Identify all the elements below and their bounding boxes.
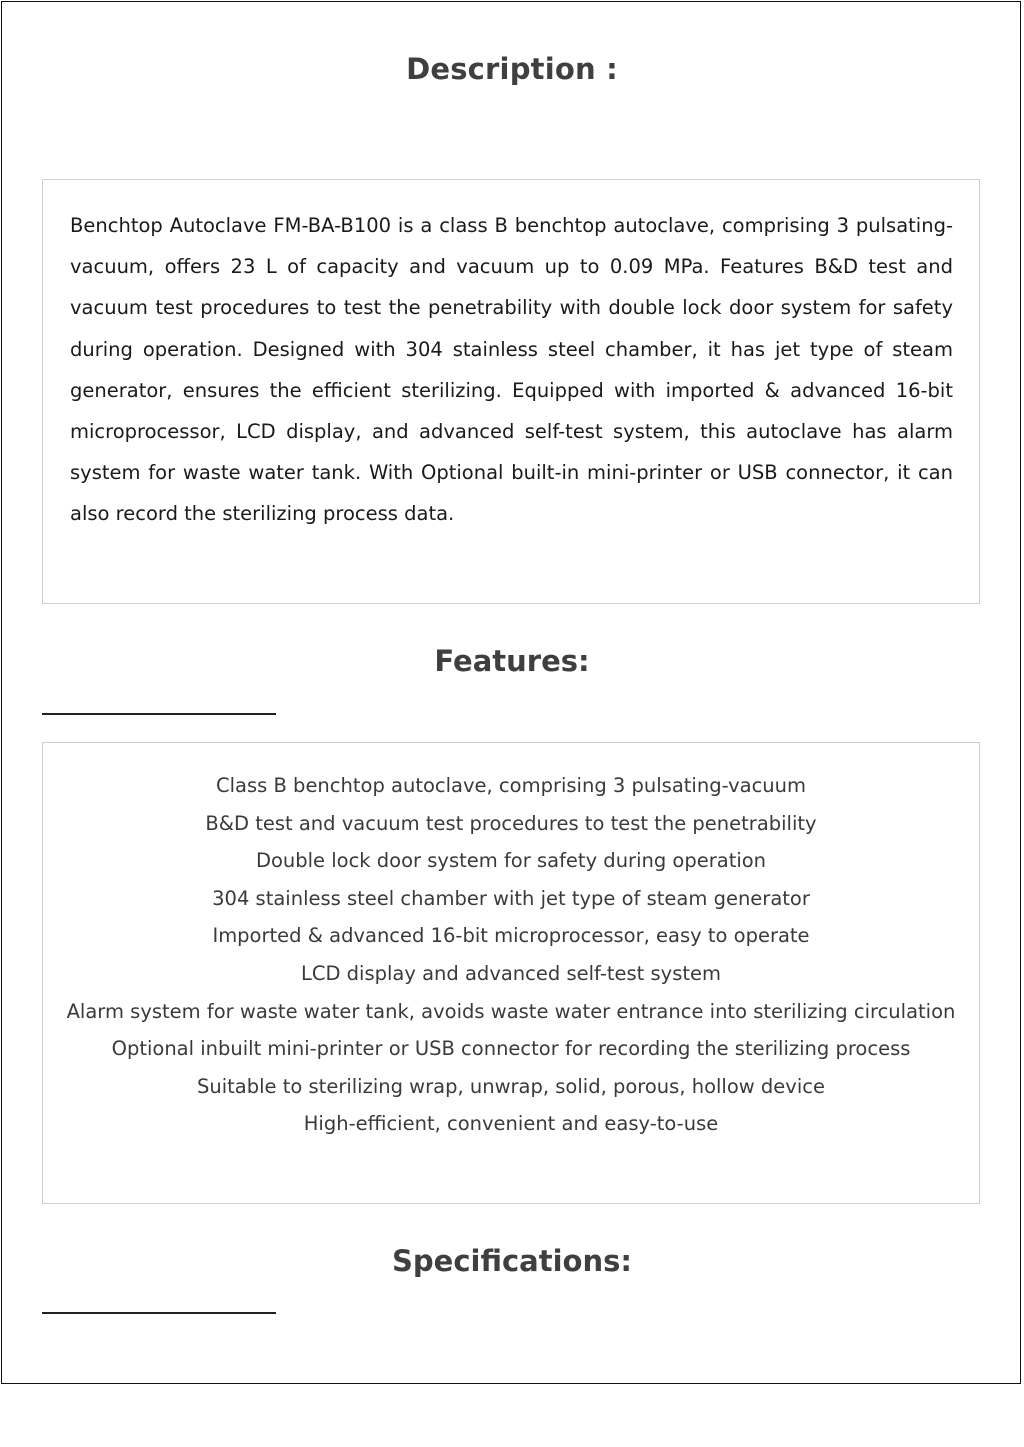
- feature-item: Imported & advanced 16-bit microprocessor, easy to operate: [212, 924, 810, 948]
- feature-item: Alarm system for waste water tank, avoids waste water entrance into sterilizing circulation: [66, 999, 956, 1023]
- feature-item: High-efficient, convenient and easy-to-use: [303, 1112, 719, 1136]
- features-divider: [42, 713, 276, 715]
- description-box: [42, 179, 980, 604]
- feature-item: Optional inbuilt mini-printer or USB connector for recording the sterilizing process: [111, 1037, 911, 1061]
- specifications-heading: Specifications:: [392, 1244, 632, 1278]
- feature-item: Double lock door system for safety during operation: [255, 849, 767, 873]
- feature-item: B&D test and vacuum test procedures to test the penetrability: [205, 811, 817, 835]
- feature-item: 304 stainless steel chamber with jet type of steam generator: [212, 886, 810, 910]
- features-heading: Features:: [434, 644, 590, 678]
- feature-item: Suitable to sterilizing wrap, unwrap, solid, porous, hollow device: [197, 1074, 825, 1098]
- description-heading: Description :: [406, 52, 618, 86]
- specifications-divider: [42, 1312, 276, 1314]
- features-box: [42, 742, 980, 1204]
- feature-item: Class B benchtop autoclave, comprising 3 pulsating-vacuum: [215, 774, 807, 797]
- features-list: [59, 771, 963, 1138]
- feature-item: LCD display and advanced self-test system: [300, 961, 722, 985]
- description-text: Benchtop Autoclave FM-BA-B100 is a class B benchtop autoclave, comprising 3 pulsating-vacuum, offers 23 L of capacity and vacuum up to 0.09 MPa. Features B&D test and vacuum test procedures to test the penetrability with double lock door system for safety during operation. Designed with 304 stainless steel chamber, it has jet type of steam generator, ensures the efficient sterilizing. Equipped with imported & advanced 16-bit microprocessor, LCD display, and advanced self-test system, this autoclave has alarm system for waste water tank. With Optional built-in mini-printer or USB connector, it can also record the sterilizing process data.: [70, 214, 953, 526]
